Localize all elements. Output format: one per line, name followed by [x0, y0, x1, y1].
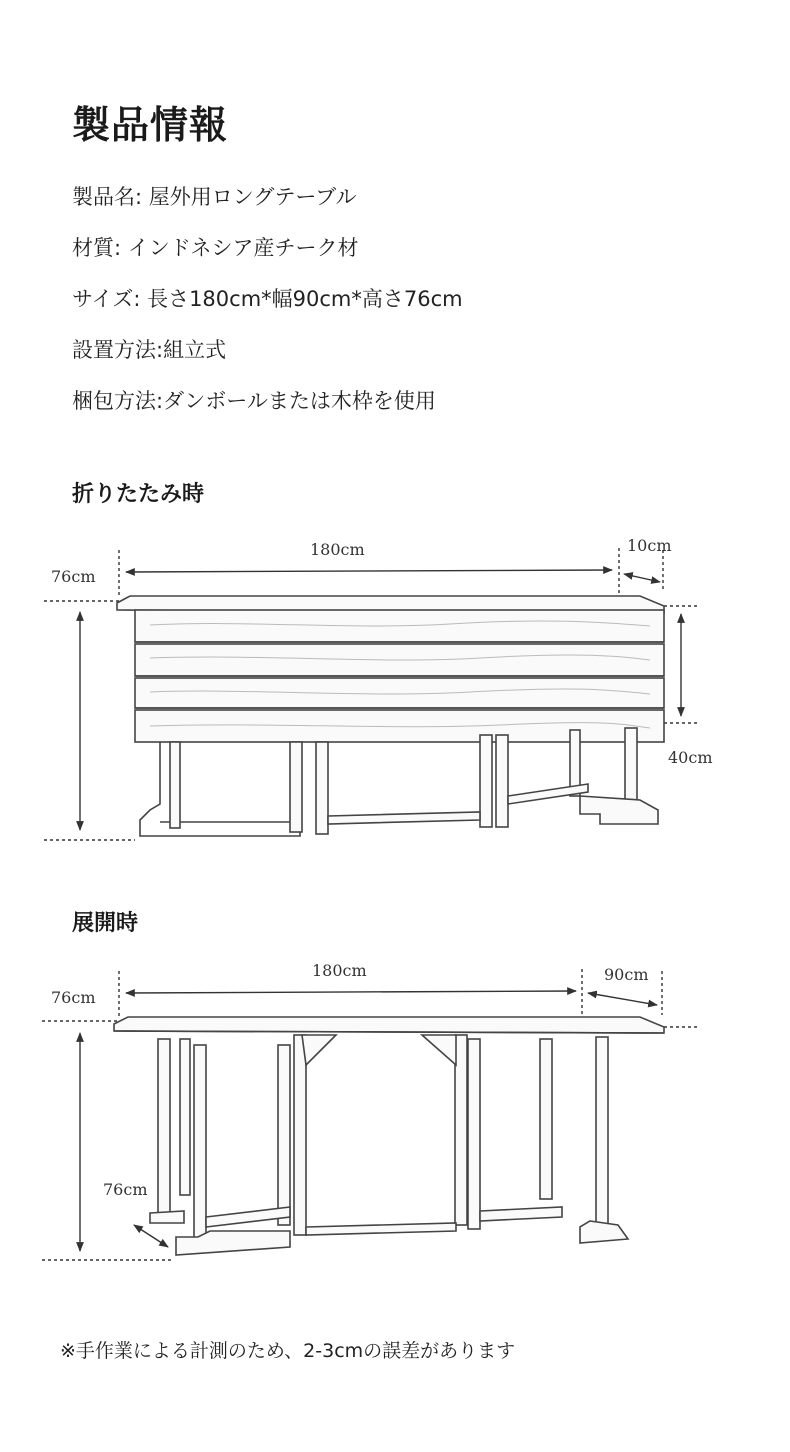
info-material: 材質: インドネシア産チーク材 [72, 236, 359, 260]
open-width-label: 90cm [604, 965, 649, 984]
info-packaging: 梱包方法:ダンボールまたは木枠を使用 [72, 389, 436, 413]
open-length-label: 180cm [312, 961, 367, 980]
folded-length-label: 180cm [310, 540, 365, 559]
folded-table-drawing [117, 596, 664, 836]
section-title-folded: 折りたたみ時 [72, 482, 205, 507]
folded-top-height-label: 40cm [668, 748, 713, 767]
info-installation: 設置方法:組立式 [72, 338, 227, 362]
page-title: 製品情報 [72, 103, 229, 147]
open-table-diagram [0, 955, 790, 1265]
section-title-open: 展開時 [72, 911, 139, 936]
folded-table-diagram [0, 530, 790, 850]
info-size: サイズ: 長さ180cm*幅90cm*高さ76cm [72, 287, 463, 311]
open-table-drawing [114, 1017, 664, 1255]
product-info-list [72, 178, 463, 433]
open-height-label: 76cm [51, 988, 96, 1007]
folded-depth-label: 10cm [627, 536, 672, 555]
open-leg-depth-label: 76cm [103, 1180, 148, 1199]
measurement-note: ※手作業による計測のため、2-3cmの誤差があります [60, 1340, 516, 1362]
info-product-name: 製品名: 屋外用ロングテーブル [72, 185, 357, 209]
folded-height-label: 76cm [51, 567, 96, 586]
